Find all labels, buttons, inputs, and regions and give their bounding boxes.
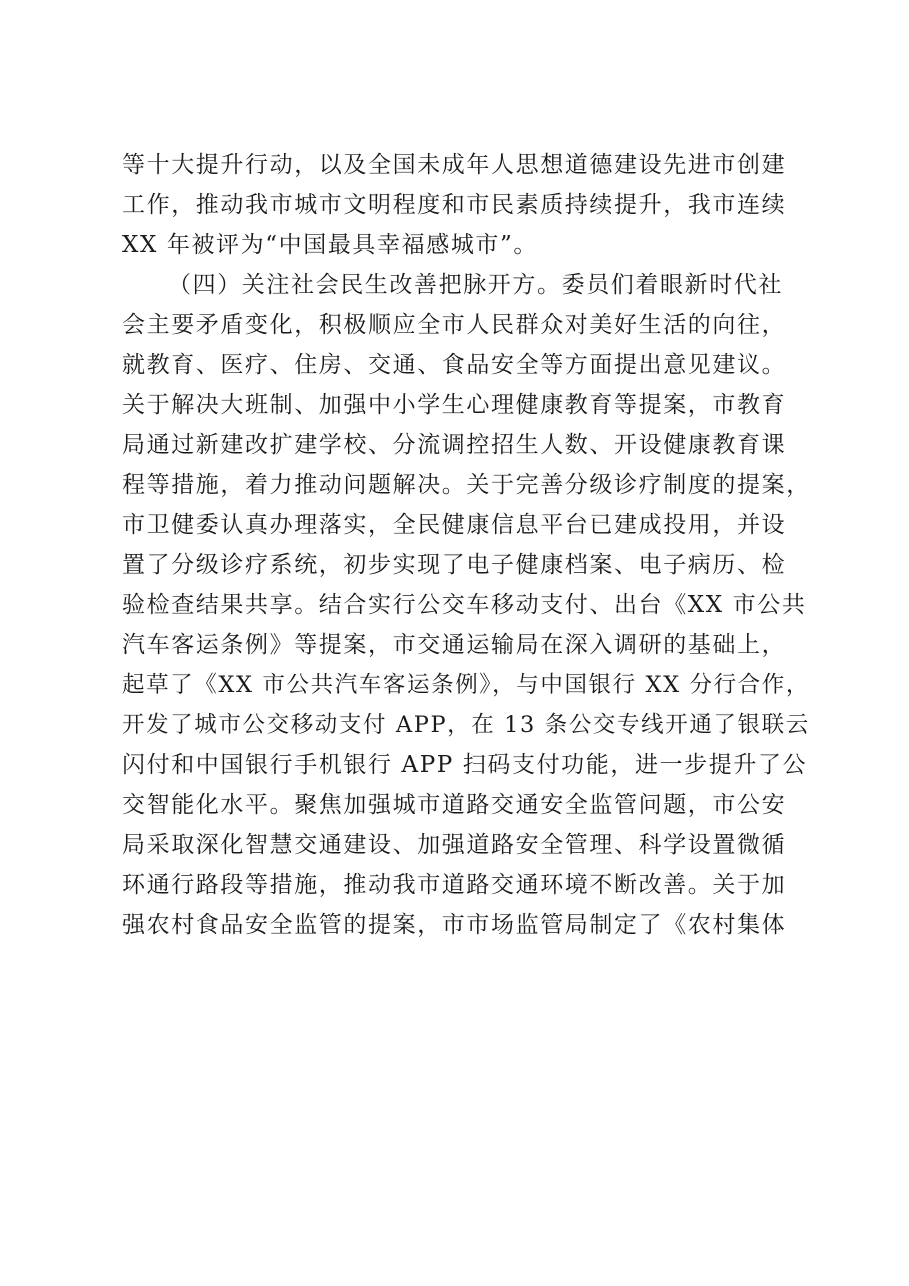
text-line: 闪付和中国银行手机银行 APP 扫码支付功能，进一步提升了公 — [122, 752, 808, 778]
text-line: 工作，推动我市城市文明程度和市民素质持续提升，我市连续 — [122, 192, 787, 218]
text-line: 置了分级诊疗系统，初步实现了电子健康档案、电子病历、检 — [122, 552, 787, 578]
text-line: 等十大提升行动，以及全国未成年人思想道德建设先进市创建 — [122, 152, 787, 178]
text-line: 关于解决大班制、加强中小学生心理健康教育等提案，市教育 — [122, 392, 787, 418]
text-line: 起草了《XX 市公共汽车客运条例》，与中国银行 XX 分行合作， — [122, 672, 810, 698]
text-line: 局采取深化智慧交通建设、加强道路安全管理、科学设置微循 — [122, 832, 787, 858]
text-line: 程等措施，着力推动问题解决。关于完善分级诊疗制度的提案， — [122, 472, 811, 498]
text-line: 市卫健委认真办理落实，全民健康信息平台已建成投用，并设 — [122, 512, 787, 538]
text-line: 汽车客运条例》等提案，市交通运输局在深入调研的基础上， — [122, 632, 787, 658]
text-line: 环通行路段等措施，推动我市道路交通环境不断改善。关于加 — [122, 872, 787, 898]
body-text — [122, 145, 812, 945]
text-line: 验检查结果共享。结合实行公交车移动支付、出台《XX 市公共 — [122, 592, 807, 618]
text-line: 交智能化水平。聚焦加强城市道路交通安全监管问题，市公安 — [122, 792, 787, 818]
text-line: XX 年被评为“中国最具幸福感城市”。 — [122, 232, 538, 258]
text-line: 就教育、医疗、住房、交通、食品安全等方面提出意见建议。 — [122, 352, 787, 378]
text-line: 会主要矛盾变化，积极顺应全市人民群众对美好生活的向往， — [122, 312, 787, 338]
text-line: 局通过新建改扩建学校、分流调控招生人数、开设健康教育课 — [122, 432, 787, 458]
text-line: 开发了城市公交移动支付 APP，在 13 条公交专线开通了银联云 — [122, 712, 810, 738]
text-line: 强农村食品安全监管的提案，市市场监管局制定了《农村集体 — [122, 912, 787, 938]
section-heading-line: （四）关注社会民生改善把脉开方。委员们着眼新时代社 — [168, 272, 783, 298]
